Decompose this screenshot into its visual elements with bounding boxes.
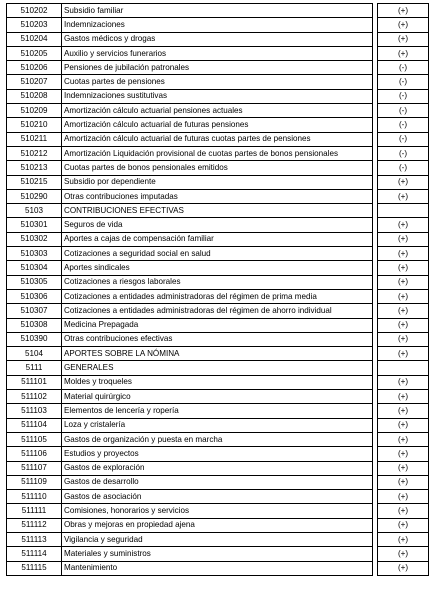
account-code: 5111: [7, 361, 62, 375]
account-code: 510303: [7, 247, 62, 261]
account-name: Elementos de lencería y ropería: [62, 404, 373, 418]
account-name: Subsidio familiar: [62, 4, 373, 18]
account-sign: (+): [378, 447, 429, 461]
account-name: Amortización cálculo actuarial pensiones actuales: [62, 104, 373, 118]
table-row: [7, 361, 429, 375]
account-name: Pensiones de jubilación patronales: [62, 61, 373, 75]
account-code: 511115: [7, 561, 62, 575]
account-sign: (-): [378, 161, 429, 175]
account-sign: (+): [378, 289, 429, 303]
account-sign: (+): [378, 46, 429, 60]
account-name: Gastos de desarrollo: [62, 475, 373, 489]
table-row: [7, 275, 429, 289]
account-name: Indemnizaciones sustitutivas: [62, 89, 373, 103]
account-code: 510308: [7, 318, 62, 332]
account-name: Cotizaciones a seguridad social en salud: [62, 247, 373, 261]
account-name: Aportes a cajas de compensación familiar: [62, 232, 373, 246]
account-code: 510211: [7, 132, 62, 146]
account-code: 511111: [7, 504, 62, 518]
table-row: [7, 75, 429, 89]
account-name: Indemnizaciones: [62, 18, 373, 32]
account-name: Obras y mejoras en propiedad ajena: [62, 518, 373, 532]
table-row: [7, 46, 429, 60]
account-code: 510205: [7, 46, 62, 60]
account-table: [6, 3, 429, 576]
account-sign: (-): [378, 104, 429, 118]
account-sign: (+): [378, 247, 429, 261]
account-code: 511109: [7, 475, 62, 489]
account-sign: (+): [378, 390, 429, 404]
account-code: 510207: [7, 75, 62, 89]
account-sign: [378, 204, 429, 218]
account-sign: [378, 361, 429, 375]
table-row: [7, 447, 429, 461]
account-code: 511102: [7, 390, 62, 404]
account-sign: (-): [378, 146, 429, 160]
table-row: [7, 218, 429, 232]
table-row: [7, 161, 429, 175]
account-name: Amortización cálculo actuarial de futuras cuotas partes de pensiones: [62, 132, 373, 146]
account-sign: (+): [378, 175, 429, 189]
table-row: [7, 547, 429, 561]
account-name: Mantenimiento: [62, 561, 373, 575]
account-name: GENERALES: [62, 361, 373, 375]
account-name: Cuotas partes de pensiones: [62, 75, 373, 89]
account-sign: (+): [378, 518, 429, 532]
account-sign: (+): [378, 547, 429, 561]
account-sign: (-): [378, 75, 429, 89]
table-row: [7, 418, 429, 432]
account-code: 510306: [7, 289, 62, 303]
account-name: Seguros de vida: [62, 218, 373, 232]
table-row: [7, 461, 429, 475]
account-sign: (+): [378, 189, 429, 203]
account-name: CONTRIBUCIONES EFECTIVAS: [62, 204, 373, 218]
account-sign: (-): [378, 89, 429, 103]
account-name: Cotizaciones a riesgos laborales: [62, 275, 373, 289]
account-name: Cotizaciones a entidades administradoras del régimen de prima media: [62, 289, 373, 303]
account-code: 511107: [7, 461, 62, 475]
account-sign: (+): [378, 504, 429, 518]
account-name: Estudios y proyectos: [62, 447, 373, 461]
account-code: 510302: [7, 232, 62, 246]
account-name: Otras contribuciones imputadas: [62, 189, 373, 203]
account-code: 510301: [7, 218, 62, 232]
table-row: [7, 232, 429, 246]
account-code: 511103: [7, 404, 62, 418]
account-name: Material quirúrgico: [62, 390, 373, 404]
account-code: 510304: [7, 261, 62, 275]
account-code: 510215: [7, 175, 62, 189]
account-sign: (+): [378, 18, 429, 32]
account-name: Gastos de exploración: [62, 461, 373, 475]
account-code: 511105: [7, 432, 62, 446]
table-row: [7, 247, 429, 261]
table-row: [7, 347, 429, 361]
account-code: 511113: [7, 532, 62, 546]
table-row: [7, 32, 429, 46]
table-row: [7, 561, 429, 575]
account-name: Auxilio y servicios funerarios: [62, 46, 373, 60]
account-code: 510307: [7, 304, 62, 318]
table-row: [7, 304, 429, 318]
account-sign: (+): [378, 4, 429, 18]
account-code: 511112: [7, 518, 62, 532]
account-code: 510206: [7, 61, 62, 75]
account-name: Loza y cristalería: [62, 418, 373, 432]
table-row: [7, 146, 429, 160]
account-code: 511110: [7, 490, 62, 504]
account-sign: (-): [378, 132, 429, 146]
account-code: 510305: [7, 275, 62, 289]
table-row: [7, 390, 429, 404]
account-code: 511106: [7, 447, 62, 461]
account-sign: (+): [378, 490, 429, 504]
account-code: 510203: [7, 18, 62, 32]
table-row: [7, 89, 429, 103]
account-code: 510212: [7, 146, 62, 160]
table-row: [7, 189, 429, 203]
table-row: [7, 504, 429, 518]
account-name: Amortización cálculo actuarial de futuras pensiones: [62, 118, 373, 132]
account-sign: (+): [378, 561, 429, 575]
account-sign: (+): [378, 318, 429, 332]
account-sign: (+): [378, 218, 429, 232]
table-row: [7, 332, 429, 346]
table-row: [7, 204, 429, 218]
account-code: 510208: [7, 89, 62, 103]
account-name: APORTES SOBRE LA NÓMINA: [62, 347, 373, 361]
account-sign: (+): [378, 304, 429, 318]
account-code: 511114: [7, 547, 62, 561]
table-row: [7, 375, 429, 389]
account-sign: (+): [378, 232, 429, 246]
table-row: [7, 104, 429, 118]
account-code: 510213: [7, 161, 62, 175]
table-row: [7, 61, 429, 75]
account-sign: (+): [378, 461, 429, 475]
account-code: 510202: [7, 4, 62, 18]
account-code: 510209: [7, 104, 62, 118]
table-row: [7, 132, 429, 146]
account-code: 5103: [7, 204, 62, 218]
account-code: 5104: [7, 347, 62, 361]
account-sign: (+): [378, 418, 429, 432]
table-row: [7, 118, 429, 132]
account-name: Gastos de asociación: [62, 490, 373, 504]
account-name: Vigilancia y seguridad: [62, 532, 373, 546]
account-name: Medicina Prepagada: [62, 318, 373, 332]
table-row: [7, 490, 429, 504]
account-sign: (+): [378, 261, 429, 275]
account-name: Gastos de organización y puesta en marcha: [62, 432, 373, 446]
account-sign: (+): [378, 375, 429, 389]
account-name: Comisiones, honorarios y servicios: [62, 504, 373, 518]
account-name: Amortización Liquidación provisional de cuotas partes de bonos pensionales: [62, 146, 373, 160]
account-name: Cotizaciones a entidades administradoras del régimen de ahorro individual: [62, 304, 373, 318]
table-row: [7, 404, 429, 418]
account-name: Moldes y troqueles: [62, 375, 373, 389]
table-row: [7, 4, 429, 18]
account-code: 510204: [7, 32, 62, 46]
account-sign: (-): [378, 61, 429, 75]
account-code: 511104: [7, 418, 62, 432]
account-table-body: [7, 4, 429, 576]
account-code: 510210: [7, 118, 62, 132]
table-row: [7, 518, 429, 532]
table-row: [7, 475, 429, 489]
account-table-sheet: [6, 3, 426, 576]
account-sign: (-): [378, 118, 429, 132]
account-name: Otras contribuciones efectivas: [62, 332, 373, 346]
account-name: Gastos médicos y drogas: [62, 32, 373, 46]
account-name: Aportes sindicales: [62, 261, 373, 275]
account-code: 510290: [7, 189, 62, 203]
account-name: Materiales y suministros: [62, 547, 373, 561]
table-row: [7, 532, 429, 546]
account-sign: (+): [378, 432, 429, 446]
table-row: [7, 18, 429, 32]
account-code: 510390: [7, 332, 62, 346]
account-sign: (+): [378, 475, 429, 489]
table-row: [7, 175, 429, 189]
table-row: [7, 289, 429, 303]
table-row: [7, 432, 429, 446]
account-sign: (+): [378, 347, 429, 361]
table-row: [7, 318, 429, 332]
account-sign: (+): [378, 404, 429, 418]
account-sign: (+): [378, 332, 429, 346]
table-row: [7, 261, 429, 275]
account-sign: (+): [378, 275, 429, 289]
account-sign: (+): [378, 32, 429, 46]
account-code: 511101: [7, 375, 62, 389]
account-sign: (+): [378, 532, 429, 546]
account-name: Cuotas partes de bonos pensionales emitidos: [62, 161, 373, 175]
account-name: Subsidio por dependiente: [62, 175, 373, 189]
